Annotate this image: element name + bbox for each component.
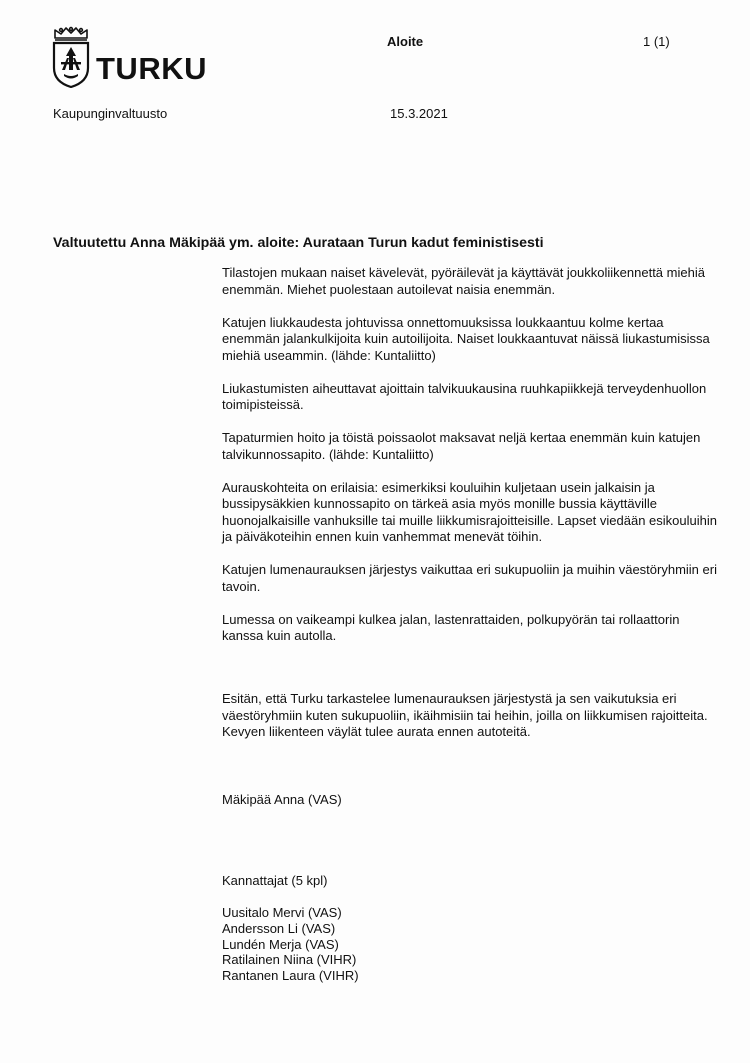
document-type: Aloite: [387, 34, 424, 49]
paragraph: Liukastumisten aiheuttavat ajoittain talvikuukausina ruuhkapiikkejä terveydenhuollon toimipisteissä.: [222, 380, 707, 412]
turku-coat-of-arms-icon: [52, 26, 90, 88]
sender: Kaupunginvaltuusto: [53, 106, 168, 121]
list-item: Rantanen Laura (VIHR): [222, 968, 359, 984]
list-item: Ratilainen Niina (VIHR): [222, 952, 357, 968]
paragraph: Lumessa on vaikeampi kulkea jalan, lastenrattaiden, polkupyörän tai rollaattorin kanssa kuin autolla.: [222, 611, 680, 643]
supporters-list: [222, 905, 359, 984]
proposal-text: Esitän, että Turku tarkastelee lumenaurauksen järjestystä ja sen vaikutuksia eri väestöryhmiin kuten sukupuoliin, ikäihmisiin tai heihin, joilla on liikkumisen rajoitteita. Kevyen liikenteen väylät tulee aurata ennen autoteitä.: [222, 691, 708, 739]
supporters-heading: Kannattajat (5 kpl): [222, 873, 328, 888]
paragraph: Aurauskohteita on erilaisia: esimerkiksi kouluihin kuljetaan usein jalkaisin ja bussipysäkkien kunnossapito on tärkeä asia myös monille bussia käyttäville huonojalkaisille vanhuksille tai muille liikkumisrajoitteisille. Lapset viedään esikouluihin ja päiväkoteihin ennen kuin vanhemmat menevät töihin.: [222, 479, 717, 544]
document-title: Valtuutettu Anna Mäkipää ym. aloite: Aurataan Turun kadut feministisesti: [53, 235, 544, 251]
list-item: Lundén Merja (VAS): [222, 936, 339, 952]
page-number: 1 (1): [643, 34, 670, 49]
list-item: Uusitalo Mervi (VAS): [222, 905, 342, 920]
paragraph: Tapaturmien hoito ja töistä poissaolot maksavat neljä kertaa enemmän kuin katujen talvikunnossapito. (lähde: Kuntaliitto): [222, 430, 701, 462]
paragraph: Katujen lumenaurauksen järjestys vaikuttaa eri sukupuoliin ja muihin väestöryhmiin eri tavoin.: [222, 562, 717, 594]
author-signature: Mäkipää Anna (VAS): [222, 792, 342, 807]
proposal-section: [222, 691, 722, 741]
logo-text: TURKU: [96, 51, 207, 86]
document-date: 15.3.2021: [390, 106, 448, 121]
paragraph: Katujen liukkaudesta johtuvissa onnettomuuksissa loukkaantuu kolme kertaa enemmän jalankulkijoita kuin autoilijoita. Naiset loukkaantuvat näissä liukastumisissa miehiä useammin. (lähde: Kuntaliitto): [222, 314, 710, 363]
list-item: Andersson Li (VAS): [222, 920, 336, 936]
city-logo: [52, 26, 207, 88]
document-body: [222, 265, 722, 661]
paragraph: Tilastojen mukaan naiset kävelevät, pyöräilevät ja käyttävät joukkoliikennettä miehiä enemmän. Miehet puolestaan autoilevat naisia enemmän.: [222, 265, 705, 297]
